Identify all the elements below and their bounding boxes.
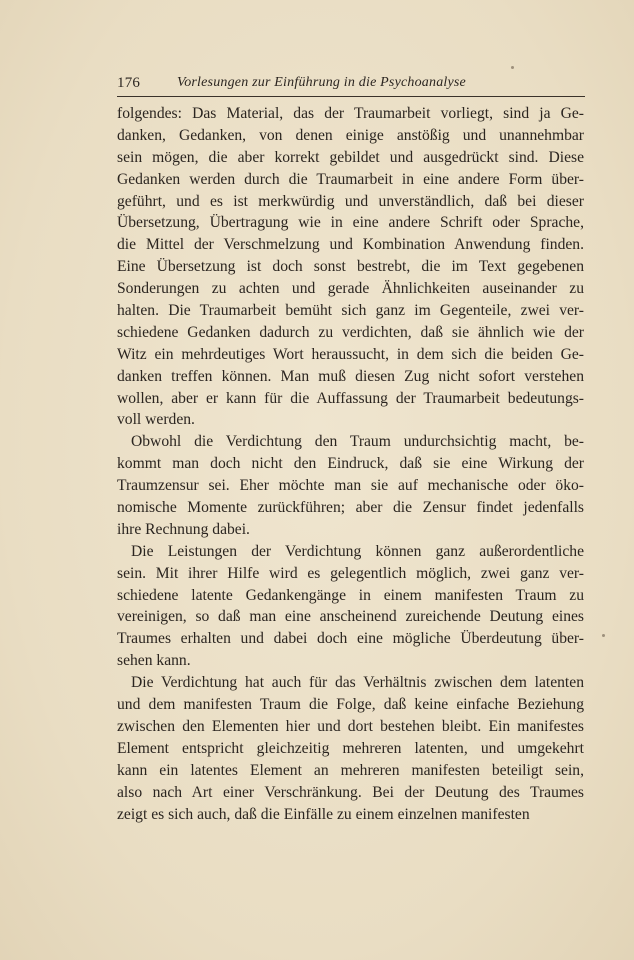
text-line: Gedanken werden durch die Traumarbeit in eine andere Form über-: [117, 170, 584, 188]
text-line: voll werden.: [117, 411, 195, 429]
body-text: [117, 103, 584, 825]
paper-speck: [602, 634, 605, 637]
text-line: vereinigen, so daß man eine anscheinend zureichende Deutung eines: [117, 608, 584, 626]
text-line: Eine Übersetzung ist doch sonst bestrebt, die im Text gegebenen: [117, 258, 584, 276]
running-head: [117, 75, 585, 97]
text-line: Traumes erhalten und dabei doch eine mögliche Überdeutung über-: [117, 630, 584, 648]
text-line: nomische Momente zurückführen; aber die Zensur findet jedenfalls: [117, 499, 584, 517]
paragraph: [117, 672, 584, 825]
text-line: Witz ein mehrdeutiges Wort heraussucht, in dem sich die beiden Ge-: [117, 345, 584, 363]
text-line: Die Verdichtung hat auch für das Verhältnis zwischen dem latenten: [131, 674, 584, 692]
text-line: sein. Mit ihrer Hilfe wird es gelegentlich möglich, zwei ganz ver-: [117, 564, 584, 582]
text-line: und dem manifesten Traum die Folge, daß keine einfache Beziehung: [117, 696, 584, 714]
text-line: Sonderungen zu achten und gerade Ähnlichkeiten auseinander zu: [117, 280, 584, 298]
text-line: zwischen den Elementen hier und dort bestehen bleibt. Ein manifestes: [117, 717, 584, 735]
text-line: sein mögen, die aber korrekt gebildet und ausgedrückt sind. Diese: [117, 148, 584, 166]
text-line: Element entspricht gleichzeitig mehreren latenten, und umgekehrt: [117, 739, 584, 757]
text-line: geführt, und es ist merkwürdig und unverständlich, daß bei dieser: [117, 192, 584, 210]
paragraph: [117, 431, 584, 540]
text-line: schiedene Gedanken dadurch zu verdichten, daß sie ähnlich wie der: [117, 323, 584, 341]
text-line: schiedene latente Gedankengänge in einem manifesten Traum zu: [117, 586, 584, 604]
header-rule: [117, 96, 585, 97]
text-line: folgendes: Das Material, das der Traumarbeit vorliegt, sind ja Ge-: [117, 105, 584, 122]
paragraph: [117, 103, 584, 431]
text-line: zeigt es sich auch, daß die Einfälle zu einem einzelnen manifesten: [117, 805, 530, 823]
text-line: also nach Art einer Verschränkung. Bei der Deutung des Traumes: [117, 783, 584, 801]
text-line: die Mittel der Verschmelzung und Kombination Anwendung finden.: [117, 236, 584, 254]
text-line: Obwohl die Verdichtung den Traum undurchsichtig macht, be-: [131, 433, 584, 451]
text-line: danken, Gedanken, von denen einige anstößig und unannehmbar: [117, 126, 584, 144]
text-line: kann ein latentes Element an mehreren manifesten beteiligt sein,: [117, 761, 584, 779]
text-line: danken treffen können. Man muß diesen Zug nicht sofort verstehen: [117, 367, 584, 385]
paragraph: [117, 541, 584, 672]
text-line: sehen kann.: [117, 652, 191, 670]
text-line: halten. Die Traumarbeit bemüht sich ganz im Gegenteile, zwei ver-: [117, 302, 584, 320]
text-line: kommt man doch nicht den Eindruck, daß sie eine Wirkung der: [117, 455, 584, 473]
text-line: ihre Rechnung dabei.: [117, 520, 250, 538]
running-title: Vorlesungen zur Einführung in die Psychoanalyse: [177, 75, 466, 90]
text-line: Die Leistungen der Verdichtung können ganz außerordentliche: [131, 542, 584, 560]
paper-speck: [511, 66, 514, 69]
text-line: Traumzensur sei. Eher möchte man sie auf mechanische oder öko-: [117, 477, 584, 495]
page-number: 176: [117, 75, 141, 91]
text-line: wollen, aber er kann für die Auffassung der Traumarbeit bedeutungs-: [117, 389, 584, 407]
text-line: Übersetzung, Übertragung wie in eine andere Schrift oder Sprache,: [117, 214, 584, 232]
